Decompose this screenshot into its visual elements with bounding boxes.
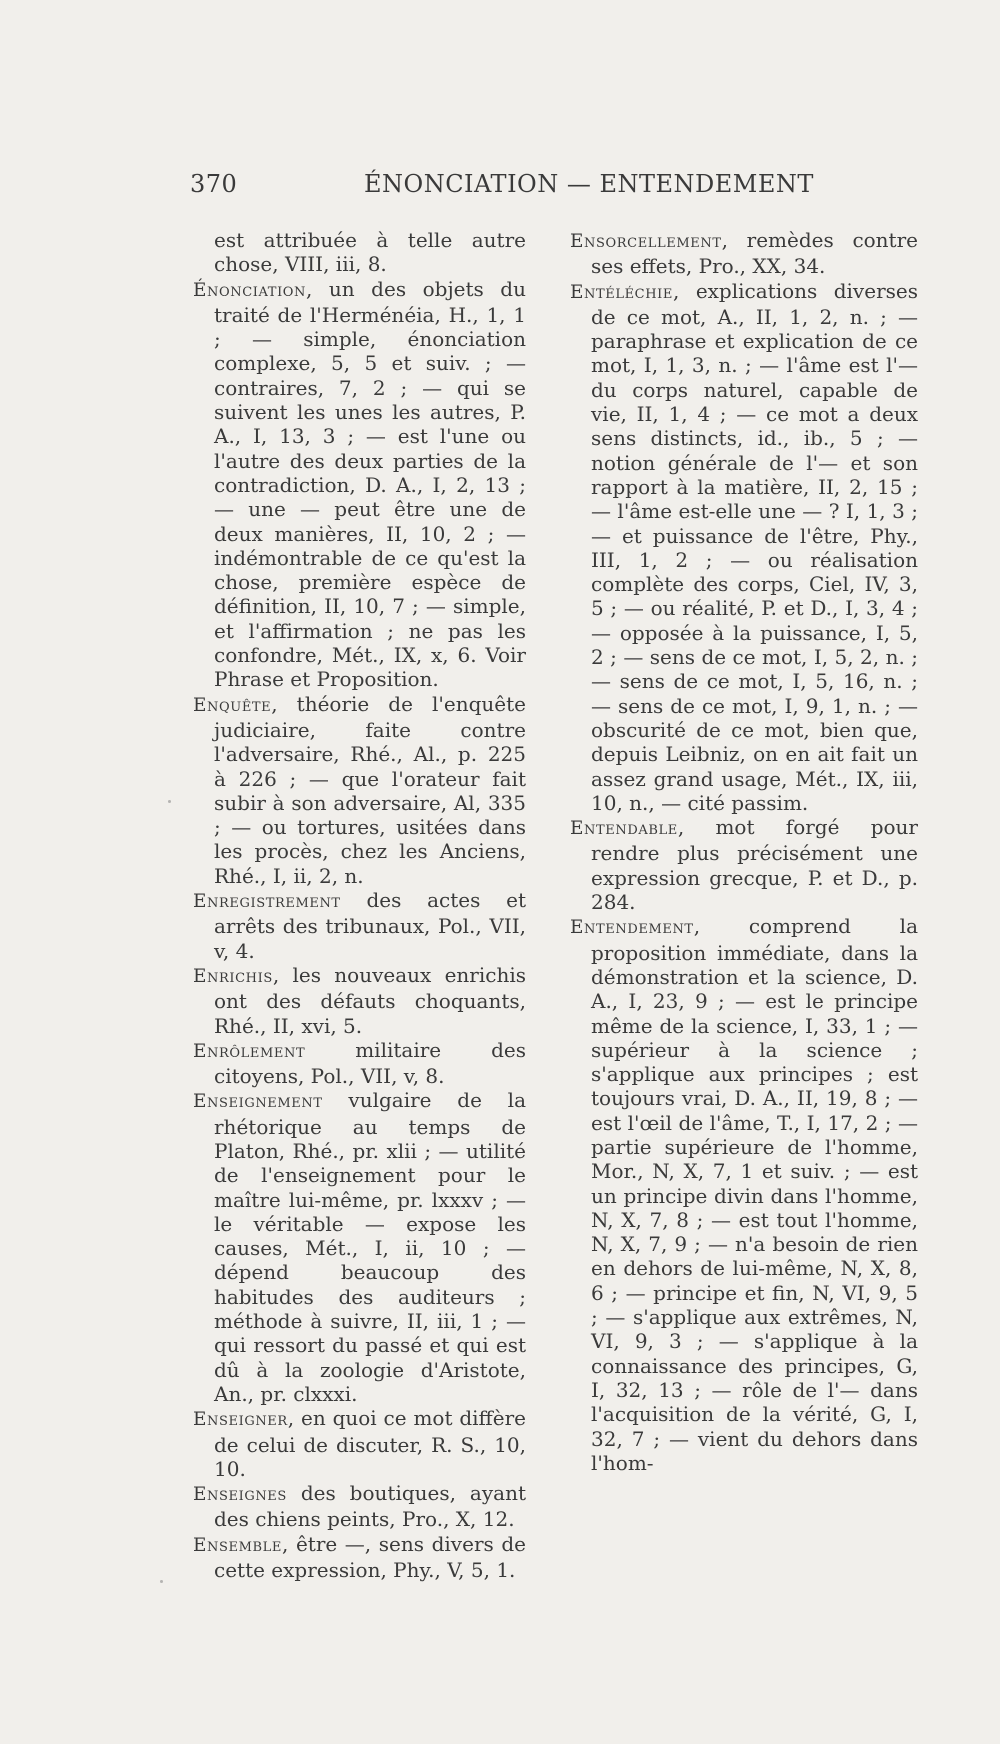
index-entry	[193, 277, 526, 692]
entry-text: , explications diverses de ce mot, A., II, 1, 2, n. ; — paraphrase et explication de ce mot, I, 1, 3, n. ; — l'âme est l'— du corps naturel, capable de vie, II, 1, 4 ; — ce mot a deux sens distincts, id., ib., 5 ; — notion générale de l'— et son rapport à la matière, II, 2, 15 ; — l'âme est-elle une — ? I, 1, 3 ; — et puissance de l'être, Phy., III, 1, 2 ; — ou réalisation complète des corps, Ciel, IV, 3, 5 ; — ou réalité, P. et D., I, 3, 4 ; — opposée à la puissance, I, 5, 2 ; — sens de ce mot, I, 5, 2, n. ; — sens de ce mot, I, 5, 16, n. ; — sens de ce mot, I, 9, 1, n. ; — obscurité de ce mot, bien que, depuis Leibniz, on en ait fait un assez grand usage, Mét., IX, iii, 10, n., — cité passim.	[591, 278, 918, 815]
index-entry	[570, 228, 918, 279]
index-entry	[570, 279, 918, 816]
left-column	[193, 228, 526, 1582]
entry-text: , comprend la proposition immédiate, dans la démonstration et la science, D. A., I, 23, 9 ; — est le principe même de la science, I, 33, 1 ; — supérieur à la science ; s'applique aux principes ; est toujours vrai, D. A., II, 19, 8 ; — est l'œil de l'âme, T., I, 17, 2 ; — partie supérieure de l'homme, Mor., N, X, 7, 1 et suiv. ; — est un principe divin dans l'homme, N, X, 7, 8 ; — est tout l'homme, N, X, 7, 9 ; — n'a besoin de rien en dehors de lui-même, N, X, 8, 6 ; — principe et fin, N, VI, 9, 5 ; — s'applique aux extrêmes, N, VI, 9, 3 ; — s'applique à la connaissance des principes, G, I, 32, 13 ; — rôle de l'— dans l'acquisition de la vérité, G, I, 32, 7 ; — vient du dehors dans l'hom-	[591, 914, 918, 1475]
index-entry	[570, 815, 918, 914]
entry-text: , en quoi ce mot diffère de celui de discuter, R. S., 10, 10.	[214, 1406, 526, 1481]
entry-text: vulgaire de la rhétorique au temps de Platon, Rhé., pr. xlii ; — utilité de l'enseignement pour le maître lui-même, pr. lxxxv ; — le véritable — expose les causes, Mét., I, ii, 10 ; — dépend beaucoup des habitudes des auditeurs ; méthode à suivre, II, iii, 1 ; — qui ressort du passé et qui est dû à la zoologie d'Aristote, An., pr. clxxxi.	[214, 1088, 526, 1406]
page-header	[190, 170, 910, 210]
index-entry	[193, 228, 526, 277]
entry-text: , un des objets du traité de l'Herménéia, H., 1, 1 ; — simple, énonciation complexe, 5, 5 et suiv. ; — contraires, 7, 2 ; — qui se suivent les unes les autres, P. A., I, 13, 3 ; — est l'une ou l'autre des deux parties de la contradiction, D. A., I, 2, 13 ; — une — peut être une de deux manières, II, 10, 2 ; — indémontrable de ce qu'est la chose, première espèce de définition, II, 10, 7 ; — simple, et l'affirmation ; ne pas les confondre, Mét., IX, x, 6. Voir Phrase et Proposition.	[214, 276, 526, 692]
index-entry	[193, 1481, 526, 1532]
entry-text: est attribuée à telle autre chose, VIII, iii, 8.	[214, 228, 526, 277]
entry-text: , mot forgé pour rendre plus précisément une expression grecque, P. et D., p. 284.	[591, 815, 918, 915]
entry-headword: Énonciation	[193, 279, 307, 301]
index-entry	[193, 888, 526, 963]
paper-speck	[168, 800, 171, 803]
index-entry	[570, 914, 918, 1475]
entry-headword: Enquête	[193, 694, 272, 716]
entry-headword: Entendable	[570, 818, 678, 840]
entry-text: militaire des citoyens, Pol., VII, v, 8.	[214, 1037, 526, 1089]
page-number: 370	[190, 170, 238, 198]
index-entry	[193, 692, 526, 888]
entry-text: des actes et arrêts des tribunaux, Pol., VII, v, 4.	[214, 888, 526, 963]
index-entry	[193, 963, 526, 1038]
index-entry	[193, 1088, 526, 1406]
right-column	[570, 228, 918, 1475]
entry-headword: Enseignes	[193, 1484, 287, 1506]
entry-text: , les nouveaux enrichis ont des défauts choquants, Rhé., II, xvi, 5.	[214, 962, 526, 1038]
index-entry	[193, 1532, 526, 1583]
entry-headword: Enrôlement	[193, 1040, 306, 1062]
entry-text: des boutiques, ayant des chiens peints, Pro., X, 12.	[214, 1481, 526, 1532]
entry-headword: Enrichis	[193, 965, 273, 987]
entry-headword: Ensemble	[193, 1534, 282, 1556]
entry-text: , être —, sens divers de cette expression, Phy., V, 5, 1.	[214, 1531, 526, 1583]
index-entry	[193, 1038, 526, 1089]
entry-headword: Enregistrement	[193, 891, 341, 913]
entry-headword: Enseigner	[193, 1409, 288, 1431]
entry-text: , remèdes contre ses effets, Pro., XX, 34.	[591, 228, 918, 279]
index-entry	[193, 1406, 526, 1481]
running-title: ÉNONCIATION — ENTENDEMENT	[364, 170, 814, 198]
paper-speck	[160, 1580, 163, 1583]
entry-headword: Entéléchie	[570, 281, 673, 303]
entry-headword: Entendement	[570, 917, 694, 939]
entry-text: , théorie de l'enquête judiciaire, faite contre l'adversaire, Rhé., Al., p. 225 à 226 ; — que l'orateur fait subir à son adversaire, Al, 335 ; — ou tortures, usitées dans les procès, chez les Anciens, Rhé., I, ii, 2, n.	[214, 691, 526, 888]
entry-headword: Ensorcellement	[570, 231, 722, 252]
entry-headword: Enseignement	[193, 1091, 323, 1113]
